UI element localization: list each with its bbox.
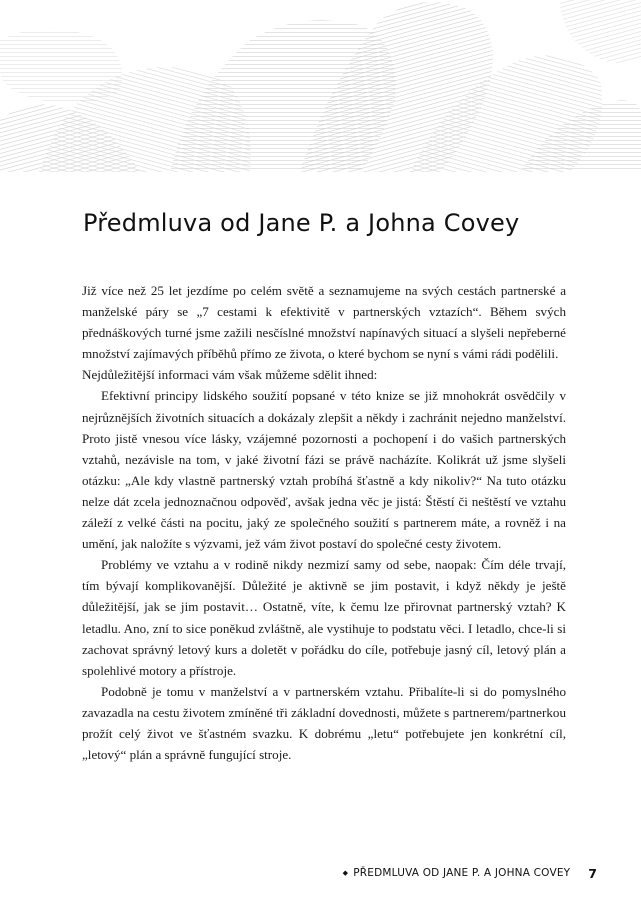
page-number: 7	[588, 865, 597, 881]
running-head	[343, 867, 571, 879]
page-title: Předmluva od Jane P. a Johna Covey	[83, 209, 520, 237]
paragraph: Již více než 25 let jezdíme po celém světě a seznamujeme na svých cestách partnerské a manželské páry se „7 cestami k efektivitě v partnerských vztazích“. Během svých přednáškových turné jsme zažili nesčíslné množství napínavých situací a slyšeli nepřeberné množství zajímavých příběhů přímo ze života, o které bychom se nyní s vámi rádi podělili.	[82, 283, 566, 362]
paragraph: Problémy ve vztahu a v rodině nikdy nezmizí samy od sebe, naopak: Čím déle trvají, tím bývají komplikovanější. Důležité je aktivně se jim postavit, i když někdy je ještě důležitější, jak se jim postavit… Ostatně, víte, k čemu lze přirovnat partnerský vztah? K letadlu. Ano, zní to sice poněkud zvláštně, ale vystihuje to podstatu věci. I letadlo, chce-li si zachovat správný letový kurs a doletět v pořádku do cíle, potřebuje jasný cíl, letový plán a spolehlivé motory a přístroje.	[82, 557, 566, 678]
paragraph: Podobně je tomu v manželství a v partnerském vztahu. Přibalíte-li si do pomyslného zavazadla na cestu životem zmíněné tři základní dovednosti, můžete s partnerem/partnerkou prožít celý život ve šťastném svazku. K dobrému „letu“ potřebujete jen konkrétní cíl, „letový“ plán a správně fungující stroje.	[82, 683, 566, 763]
paragraph: Nejdůležitější informaci vám však můžeme sdělit ihned:	[82, 367, 378, 383]
body-text	[82, 280, 566, 765]
fan-pattern-icon	[0, 0, 641, 172]
page-footer	[343, 864, 597, 882]
header-decoration	[0, 0, 641, 172]
bullet-icon: ◆	[342, 869, 349, 877]
paragraph: Efektivní principy lidského soužití popsané v této knize se již mnohokrát osvědčily v nejrůznějších životních situacích a dokázaly zlepšit a někdy i zachránit nejedno manželství. Proto jistě vnesou více lásky, vzájemné pozornosti a pochopení i do vašich partnerských vztahů, nezávisle na tom, v jaké životní fázi se právě nacházíte. Kolikrát už jsme slyšeli otázku: „Ale kdy vlastně partnerský vztah probíhá šťastně a kdy nikoliv?“ Na tuto otázku nelze dát zcela jednoznačnou odpověď, avšak jedna věc je jistá: Štěstí či neštěstí ve vztahu záleží z velké části na pocitu, jaký ze společného soužití s partnerem máte, a rovněž i na umění, jak naložíte s výzvami, jež vám život postaví do společné cesty životem.	[82, 388, 566, 552]
running-head-text: PŘEDMLUVA OD JANE P. A JOHNA COVEY	[353, 867, 571, 879]
